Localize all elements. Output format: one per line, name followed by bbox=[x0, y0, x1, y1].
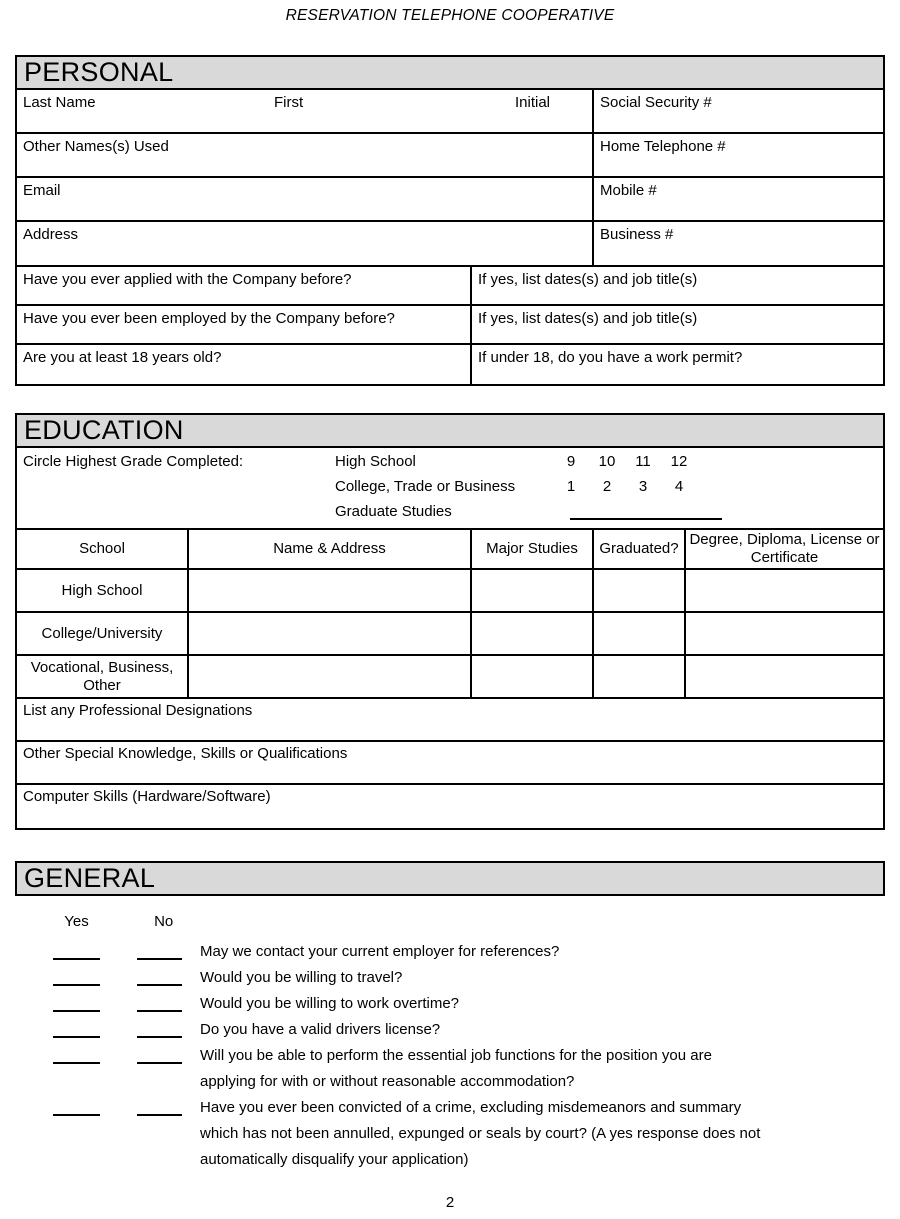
last-name-label: Last Name bbox=[23, 94, 96, 111]
mobile-label: Mobile # bbox=[600, 182, 657, 199]
email-row bbox=[17, 178, 883, 222]
name-row bbox=[17, 90, 883, 134]
age-row bbox=[17, 345, 883, 384]
question-text: May we contact your current employer for references? bbox=[200, 943, 560, 960]
employed-before-detail-cell[interactable] bbox=[472, 306, 883, 343]
yes-column-header: Yes bbox=[64, 913, 89, 930]
question-row-convicted bbox=[15, 1095, 875, 1173]
applied-before-detail-label: If yes, list dates(s) and job title(s) bbox=[478, 271, 698, 288]
email-label: Email bbox=[23, 182, 61, 199]
computer-skills-row[interactable] bbox=[17, 785, 883, 828]
general-questions-list bbox=[15, 939, 875, 1173]
graduate-studies-blank-line[interactable] bbox=[570, 500, 722, 520]
special-knowledge-row[interactable] bbox=[17, 742, 883, 785]
applied-before-question: Have you ever applied with the Company before? bbox=[23, 271, 352, 288]
vocational-name-address-cell[interactable] bbox=[189, 656, 472, 697]
college-grade-label: College, Trade or Business bbox=[335, 478, 516, 495]
name-input-cell[interactable] bbox=[17, 90, 594, 132]
other-names-row bbox=[17, 134, 883, 178]
personal-section bbox=[15, 55, 885, 386]
address-label: Address bbox=[23, 226, 79, 243]
vocational-major-cell[interactable] bbox=[472, 656, 594, 697]
high-school-major-cell[interactable] bbox=[472, 570, 594, 611]
school-column-header: School bbox=[17, 530, 189, 568]
professional-designations-row[interactable] bbox=[17, 699, 883, 742]
vocational-degree-cell[interactable] bbox=[686, 656, 883, 697]
question-text: Have you ever been convicted of a crime, excluding misdemeanors and summary which has not been annulled, expunged or seals by court? (A yes response does not automatically disqualify your application) bbox=[200, 1099, 761, 1168]
yes-blank-line[interactable] bbox=[53, 1095, 100, 1116]
high-school-grade-options bbox=[553, 453, 697, 470]
no-blank-line[interactable] bbox=[137, 991, 182, 1012]
yes-blank-line[interactable] bbox=[53, 1043, 100, 1064]
name-address-column-header: Name & Address bbox=[189, 530, 472, 568]
general-section-header: GENERAL bbox=[15, 861, 885, 896]
no-blank-line[interactable] bbox=[137, 1095, 182, 1116]
education-section bbox=[15, 413, 885, 830]
applied-before-question-cell[interactable] bbox=[17, 267, 472, 304]
question-row-travel bbox=[15, 965, 875, 991]
college-major-cell[interactable] bbox=[472, 613, 594, 654]
question-row-overtime bbox=[15, 991, 875, 1017]
professional-designations-label: List any Professional Designations bbox=[23, 702, 253, 719]
grade-option-12[interactable]: 12 bbox=[670, 453, 688, 470]
no-blank-line[interactable] bbox=[137, 1043, 182, 1064]
yes-blank-line[interactable] bbox=[53, 991, 100, 1012]
address-row bbox=[17, 222, 883, 267]
question-row-essential-functions bbox=[15, 1043, 875, 1095]
grade-option-4[interactable]: 4 bbox=[674, 478, 684, 495]
college-table-row bbox=[17, 613, 883, 656]
graduated-column-header: Graduated? bbox=[594, 530, 686, 568]
college-row-label: College/University bbox=[17, 613, 189, 654]
grade-option-2[interactable]: 2 bbox=[602, 478, 612, 495]
highest-grade-block bbox=[17, 448, 883, 530]
mobile-input-cell[interactable] bbox=[594, 178, 883, 220]
graduate-studies-label: Graduate Studies bbox=[335, 503, 452, 520]
vocational-graduated-cell[interactable] bbox=[594, 656, 686, 697]
computer-skills-label: Computer Skills (Hardware/Software) bbox=[23, 788, 271, 805]
college-grade-options bbox=[553, 478, 697, 495]
first-name-label: First bbox=[274, 94, 304, 111]
no-column-header: No bbox=[154, 913, 174, 930]
ssn-label: Social Security # bbox=[600, 94, 712, 111]
no-blank-line[interactable] bbox=[137, 965, 182, 986]
grade-option-9[interactable]: 9 bbox=[566, 453, 576, 470]
age-question-cell[interactable] bbox=[17, 345, 472, 384]
applied-before-row bbox=[17, 267, 883, 306]
employed-before-detail-label: If yes, list dates(s) and job title(s) bbox=[478, 310, 698, 327]
question-text: Do you have a valid drivers license? bbox=[200, 1021, 441, 1038]
degree-column-header: Degree, Diploma, License or Certificate bbox=[689, 531, 880, 566]
high-school-row-label: High School bbox=[17, 570, 189, 611]
highest-grade-label: Circle Highest Grade Completed: bbox=[23, 453, 244, 470]
vocational-table-row bbox=[17, 656, 883, 699]
college-degree-cell[interactable] bbox=[686, 613, 883, 654]
personal-section-header: PERSONAL bbox=[17, 57, 883, 90]
no-blank-line[interactable] bbox=[137, 939, 182, 960]
high-school-degree-cell[interactable] bbox=[686, 570, 883, 611]
employed-before-row bbox=[17, 306, 883, 345]
no-blank-line[interactable] bbox=[137, 1017, 182, 1038]
business-phone-input-cell[interactable] bbox=[594, 222, 883, 265]
high-school-table-row bbox=[17, 570, 883, 613]
employed-before-question-cell[interactable] bbox=[17, 306, 472, 343]
form-title: RESERVATION TELEPHONE COOPERATIVE bbox=[285, 7, 615, 24]
age-question: Are you at least 18 years old? bbox=[23, 349, 222, 366]
grade-option-11[interactable]: 11 bbox=[635, 453, 651, 470]
initial-label: Initial bbox=[515, 94, 551, 111]
high-school-name-address-cell[interactable] bbox=[189, 570, 472, 611]
work-permit-question: If under 18, do you have a work permit? bbox=[478, 349, 743, 366]
yes-no-column-headers bbox=[15, 913, 186, 930]
special-knowledge-label: Other Special Knowledge, Skills or Qualifications bbox=[23, 745, 348, 762]
address-input-cell[interactable] bbox=[17, 222, 594, 265]
yes-blank-line[interactable] bbox=[53, 939, 100, 960]
question-text: Would you be willing to travel? bbox=[200, 969, 403, 986]
question-row-drivers-license bbox=[15, 1017, 875, 1043]
education-table-header-row bbox=[17, 530, 883, 570]
email-input-cell[interactable] bbox=[17, 178, 594, 220]
ssn-input-cell[interactable] bbox=[594, 90, 883, 132]
question-text: Will you be able to perform the essential job functions for the position you are applying for with or without reasonable accommodation? bbox=[200, 1047, 712, 1090]
page-number: 2 bbox=[445, 1194, 455, 1211]
home-phone-label: Home Telephone # bbox=[600, 138, 726, 155]
grade-option-10[interactable]: 10 bbox=[598, 453, 616, 470]
business-phone-label: Business # bbox=[600, 226, 674, 243]
education-section-header: EDUCATION bbox=[17, 415, 883, 448]
vocational-row-label: Vocational, Business, Other bbox=[17, 656, 189, 697]
grade-option-3[interactable]: 3 bbox=[638, 478, 648, 495]
home-phone-input-cell[interactable] bbox=[594, 134, 883, 176]
applied-before-detail-cell[interactable] bbox=[472, 267, 883, 304]
other-names-input-cell[interactable] bbox=[17, 134, 594, 176]
college-graduated-cell[interactable] bbox=[594, 613, 686, 654]
college-name-address-cell[interactable] bbox=[189, 613, 472, 654]
high-school-graduated-cell[interactable] bbox=[594, 570, 686, 611]
work-permit-cell[interactable] bbox=[472, 345, 883, 384]
other-names-label: Other Names(s) Used bbox=[23, 138, 169, 155]
question-row-contact-employer bbox=[15, 939, 875, 965]
major-studies-column-header: Major Studies bbox=[472, 530, 594, 568]
high-school-grade-label: High School bbox=[335, 453, 416, 470]
yes-blank-line[interactable] bbox=[53, 965, 100, 986]
employed-before-question: Have you ever been employed by the Company before? bbox=[23, 310, 395, 327]
question-text: Would you be willing to work overtime? bbox=[200, 995, 460, 1012]
grade-option-1[interactable]: 1 bbox=[566, 478, 576, 495]
yes-blank-line[interactable] bbox=[53, 1017, 100, 1038]
